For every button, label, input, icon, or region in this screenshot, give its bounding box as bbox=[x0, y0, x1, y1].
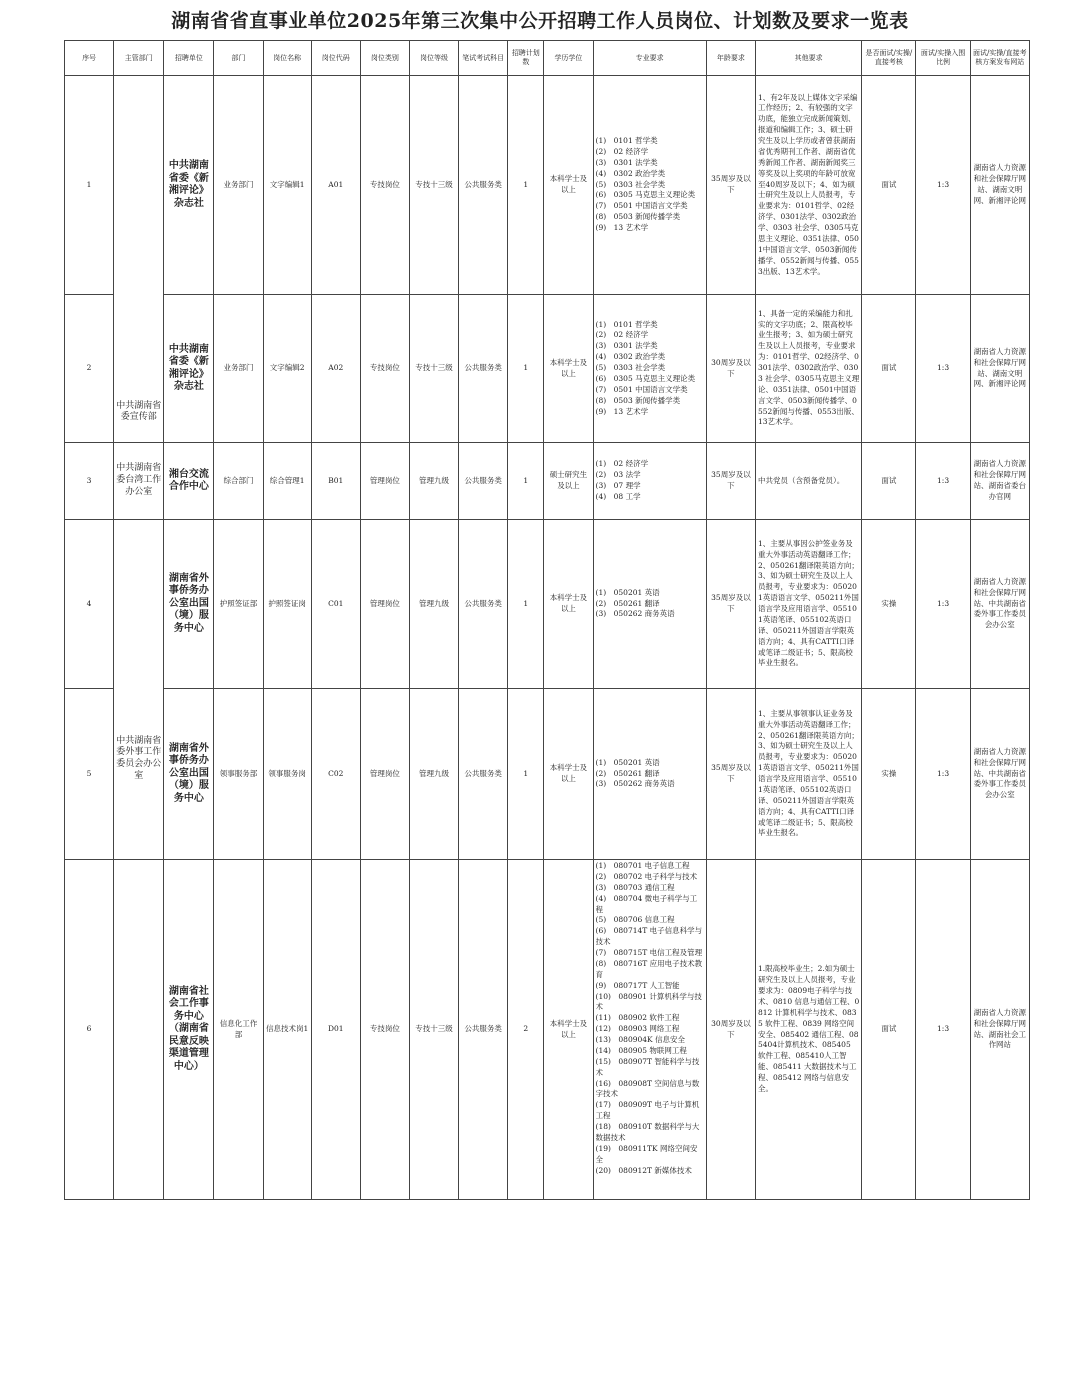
header-cell: 部门 bbox=[214, 41, 263, 76]
header-cell: 岗位名称 bbox=[263, 41, 311, 76]
header-cell: 招聘计划数 bbox=[508, 41, 544, 76]
post-category: 管理岗位 bbox=[360, 443, 409, 520]
publish-site: 湖南省人力资源和社会保障厅网站、湖南文明网、新湘评论网 bbox=[970, 76, 1029, 295]
post-level: 专技十三级 bbox=[409, 295, 458, 443]
post-code: D01 bbox=[311, 860, 360, 1200]
table-row bbox=[65, 860, 1030, 1200]
row-number: 3 bbox=[65, 443, 114, 520]
post-level: 专技十三级 bbox=[409, 76, 458, 295]
exam-subject: 公共服务类 bbox=[459, 295, 508, 443]
publish-site: 湖南省人力资源和社会保障厅网站、湖南省委台办官网 bbox=[970, 443, 1029, 520]
header-cell: 序号 bbox=[65, 41, 114, 76]
header-cell: 其他要求 bbox=[756, 41, 862, 76]
header-cell: 面试/实操/直接考核方案发布网站 bbox=[970, 41, 1029, 76]
header-cell: 岗位等级 bbox=[409, 41, 458, 76]
publish-site: 湖南省人力资源和社会保障厅网站、中共湖南省委外事工作委员会办公室 bbox=[970, 520, 1029, 689]
other-requirements: 1、主要从事领事认证业务及重大外事活动英语翻译工作；2、050261翻译限英语方向；3、如为硕士研究生及以上人员报考，专业要求为：050201英语语言文学、050211外国语言学及应用语言学、055101英语笔译、055102英语口译、050211外国语言学限英语方向；4、具有CATTI口译或笔译二级证书；5、限高校毕业生报名。 bbox=[756, 689, 862, 860]
hiring-count: 1 bbox=[508, 76, 544, 295]
other-requirements: 1、具备一定的采编能力和扎实的文字功底；2、限高校毕业生报考；3、如为硕士研究生及以上人员报考，专业要求为：0101哲学、02经济学、0301法学、0302政治学、0303 社会学、0305马克思主义理论、0351法律、0501中国语言文学、0503新闻传播学、0552新闻与传播、0553出版、13艺术学。 bbox=[756, 295, 862, 443]
post-name: 综合管理1 bbox=[263, 443, 311, 520]
department: 业务部门 bbox=[214, 76, 263, 295]
post-category: 专技岗位 bbox=[360, 76, 409, 295]
shortlist-ratio: 1:3 bbox=[916, 520, 970, 689]
table-row bbox=[65, 76, 1030, 295]
assessment-type: 实操 bbox=[862, 689, 916, 860]
publish-site: 湖南省人力资源和社会保障厅网站、湖南社会工作网站 bbox=[970, 860, 1029, 1200]
post-code: A02 bbox=[311, 295, 360, 443]
other-requirements: 1、有2年及以上媒体文字采编工作经历；2、有较强的文字功底，能独立完成新闻策划、报道和编辑工作；3、硕士研究生及以上学历或者曾获湖南省优秀期刊工作者、湖南省优秀新闻工作者、湖南新闻奖三等奖及以上奖项的年龄可放宽至40周岁及以下；4、如为硕士研究生及以上人员报考，专业要求为：0101哲学、02经济学、0301法学、0302政治学、0303 社会学、0305马克思主义理论、0351法律、0501中国语言文学、0503新闻传播学、0552新闻与传播、0553出版、13艺术学。 bbox=[756, 76, 862, 295]
publish-site: 湖南省人力资源和社会保障厅网站、湖南文明网、新湘评论网 bbox=[970, 295, 1029, 443]
major-requirements-cell bbox=[593, 860, 706, 1200]
assessment-type: 实操 bbox=[862, 520, 916, 689]
hiring-count: 1 bbox=[508, 295, 544, 443]
employer-unit: 中共湖南省委《新湘评论》杂志社 bbox=[164, 295, 214, 443]
age-requirement: 35周岁及以下 bbox=[706, 443, 755, 520]
recruitment-table bbox=[64, 40, 1030, 1200]
table-header-row bbox=[65, 41, 1030, 76]
age-requirement: 35周岁及以下 bbox=[706, 520, 755, 689]
header-cell: 笔试考试科目 bbox=[459, 41, 508, 76]
age-requirement: 35周岁及以下 bbox=[706, 689, 755, 860]
age-requirement: 35周岁及以下 bbox=[706, 76, 755, 295]
hiring-count: 2 bbox=[508, 860, 544, 1200]
education: 本科学士及以上 bbox=[544, 76, 593, 295]
education: 本科学士及以上 bbox=[544, 689, 593, 860]
supervising-dept: 中共湖南省委外事工作委员会办公室 bbox=[114, 520, 164, 860]
major-requirements: (1) 050201 英语 (2) 050261 翻译 (3) 050262 商务英语 bbox=[593, 520, 706, 689]
major-requirements: (1) 080701 电子信息工程 (2) 080702 电子科学与技术 (3) 080703 通信工程 (4) 080704 微电子科学与工程 (5) 080706 信息工程 (6) 080714T 电子信息科学与技术 (7) 080715T 电信工程及管理 (8) 080716T 应用电子技术教育 (9) 080717T 人工智能 (10) 080901 计算机科学与技术 (11) 080902 软件工程 (12) 080903 网络工程 (13) 080904K 信息安全 (14) 080905 物联网工程 (15) 080907T 智能科学与技术 (16) 080908T 空间信息与数字技术 (17) 080909T 电子与计算机工程 (18) 080910T 数据科学与大数据技术 (19) 080911TK 网络空间安全 (20) 080912T 新媒体技术 bbox=[595, 861, 703, 1175]
row-number: 1 bbox=[65, 76, 114, 295]
header-cell: 是否面试/实操/直接考核 bbox=[862, 41, 916, 76]
post-level: 管理九级 bbox=[409, 520, 458, 689]
row-number: 4 bbox=[65, 520, 114, 689]
post-name: 信息技术岗1 bbox=[263, 860, 311, 1200]
header-cell: 专业要求 bbox=[593, 41, 706, 76]
table-row bbox=[65, 689, 1030, 860]
employer-unit: 湖南省社会工作事务中心（湖南省民意反映渠道管理中心） bbox=[164, 860, 214, 1200]
education: 硕士研究生及以上 bbox=[544, 443, 593, 520]
exam-subject: 公共服务类 bbox=[459, 443, 508, 520]
other-requirements: 1、主要从事因公护签业务及重大外事活动英语翻译工作；2、050261翻译限英语方向；3、如为硕士研究生及以上人员报考，专业要求为：050201英语语言文学、050211外国语言学及应用语言学、055101英语笔译、055102英语口译、050211外国语言学限英语方向；4、具有CATTI口译或笔译二级证书；5、限高校毕业生报名。 bbox=[756, 520, 862, 689]
age-requirement: 30周岁及以下 bbox=[706, 860, 755, 1200]
age-requirement: 30周岁及以下 bbox=[706, 295, 755, 443]
hiring-count: 1 bbox=[508, 520, 544, 689]
department: 信息化工作部 bbox=[214, 860, 263, 1200]
other-requirements: 1.限高校毕业生；2.如为硕士研究生及以上人员报考，专业要求为：0809电子科学与技术、0810 信息与通信工程、0812 计算机科学与技术、0835 软件工程、0839 网络空间安全、085402 通信工程、085404计算机技术、085405 软件工程、085410人工智能、085411 大数据技术与工程、085412 网络与信息安全。 bbox=[756, 860, 862, 1200]
row-number: 5 bbox=[65, 689, 114, 860]
exam-subject: 公共服务类 bbox=[459, 76, 508, 295]
other-requirements: 中共党员（含预备党员）。 bbox=[756, 443, 862, 520]
post-level: 管理九级 bbox=[409, 689, 458, 860]
education: 本科学士及以上 bbox=[544, 520, 593, 689]
department: 护照签证部 bbox=[214, 520, 263, 689]
header-cell: 主管部门 bbox=[114, 41, 164, 76]
post-category: 专技岗位 bbox=[360, 860, 409, 1200]
exam-subject: 公共服务类 bbox=[459, 520, 508, 689]
major-requirements: (1) 02 经济学 (2) 03 法学 (3) 07 理学 (4) 08 工学 bbox=[593, 443, 706, 520]
header-cell: 学历学位 bbox=[544, 41, 593, 76]
shortlist-ratio: 1:3 bbox=[916, 76, 970, 295]
publish-site: 湖南省人力资源和社会保障厅网站、中共湖南省委外事工作委员会办公室 bbox=[970, 689, 1029, 860]
employer-unit: 湖南省外事侨务办公室出国（境）服务中心 bbox=[164, 689, 214, 860]
post-name: 领事服务岗 bbox=[263, 689, 311, 860]
post-code: C02 bbox=[311, 689, 360, 860]
post-category: 管理岗位 bbox=[360, 520, 409, 689]
row-number: 6 bbox=[65, 860, 114, 1200]
major-requirements: (1) 0101 哲学类 (2) 02 经济学 (3) 0301 法学类 (4) 0302 政治学类 (5) 0303 社会学类 (6) 0305 马克思主义理论类 (7) 0501 中国语言文学类 (8) 0503 新闻传播学类 (9) 13 艺术学 bbox=[593, 295, 706, 443]
assessment-type: 面试 bbox=[862, 443, 916, 520]
header-cell: 岗位类别 bbox=[360, 41, 409, 76]
employer-unit: 中共湖南省委《新湘评论》杂志社 bbox=[164, 76, 214, 295]
hiring-count: 1 bbox=[508, 689, 544, 860]
post-code: B01 bbox=[311, 443, 360, 520]
post-level: 专技十三级 bbox=[409, 860, 458, 1200]
major-requirements: (1) 0101 哲学类 (2) 02 经济学 (3) 0301 法学类 (4) 0302 政治学类 (5) 0303 社会学类 (6) 0305 马克思主义理论类 (7) 0501 中国语言文学类 (8) 0503 新闻传播学类 (9) 13 艺术学 bbox=[593, 76, 706, 295]
hiring-count: 1 bbox=[508, 443, 544, 520]
shortlist-ratio: 1:3 bbox=[916, 860, 970, 1200]
header-cell: 岗位代码 bbox=[311, 41, 360, 76]
row-number: 2 bbox=[65, 295, 114, 443]
assessment-type: 面试 bbox=[862, 76, 916, 295]
shortlist-ratio: 1:3 bbox=[916, 443, 970, 520]
major-requirements: (1) 050201 英语 (2) 050261 翻译 (3) 050262 商务英语 bbox=[593, 689, 706, 860]
post-name: 文字编辑2 bbox=[263, 295, 311, 443]
post-category: 专技岗位 bbox=[360, 295, 409, 443]
table-row bbox=[65, 295, 1030, 443]
table-row bbox=[65, 443, 1030, 520]
employer-unit: 湖南省外事侨务办公室出国（境）服务中心 bbox=[164, 520, 214, 689]
exam-subject: 公共服务类 bbox=[459, 689, 508, 860]
assessment-type: 面试 bbox=[862, 860, 916, 1200]
post-code: C01 bbox=[311, 520, 360, 689]
table-row bbox=[65, 520, 1030, 689]
education: 本科学士及以上 bbox=[544, 860, 593, 1200]
department: 领事服务部 bbox=[214, 689, 263, 860]
post-category: 管理岗位 bbox=[360, 689, 409, 860]
assessment-type: 面试 bbox=[862, 295, 916, 443]
department: 综合部门 bbox=[214, 443, 263, 520]
exam-subject: 公共服务类 bbox=[459, 860, 508, 1200]
post-name: 文字编辑1 bbox=[263, 76, 311, 295]
post-code: A01 bbox=[311, 76, 360, 295]
supervising-dept bbox=[114, 860, 164, 1200]
department: 业务部门 bbox=[214, 295, 263, 443]
post-level: 管理九级 bbox=[409, 443, 458, 520]
page-title: 湖南省省直事业单位2025年第三次集中公开招聘工作人员岗位、计划数及要求一览表 bbox=[171, 10, 909, 32]
shortlist-ratio: 1:3 bbox=[916, 689, 970, 860]
header-cell: 招聘单位 bbox=[164, 41, 214, 76]
supervising-dept: 中共湖南省委宣传部 bbox=[114, 76, 164, 443]
header-cell: 年龄要求 bbox=[706, 41, 755, 76]
post-name: 护照签证岗 bbox=[263, 520, 311, 689]
supervising-dept: 中共湖南省委台湾工作办公室 bbox=[114, 443, 164, 520]
shortlist-ratio: 1:3 bbox=[916, 295, 970, 443]
header-cell: 面试/实操入围比例 bbox=[916, 41, 970, 76]
education: 本科学士及以上 bbox=[544, 295, 593, 443]
employer-unit: 湘台交流合作中心 bbox=[164, 443, 214, 520]
